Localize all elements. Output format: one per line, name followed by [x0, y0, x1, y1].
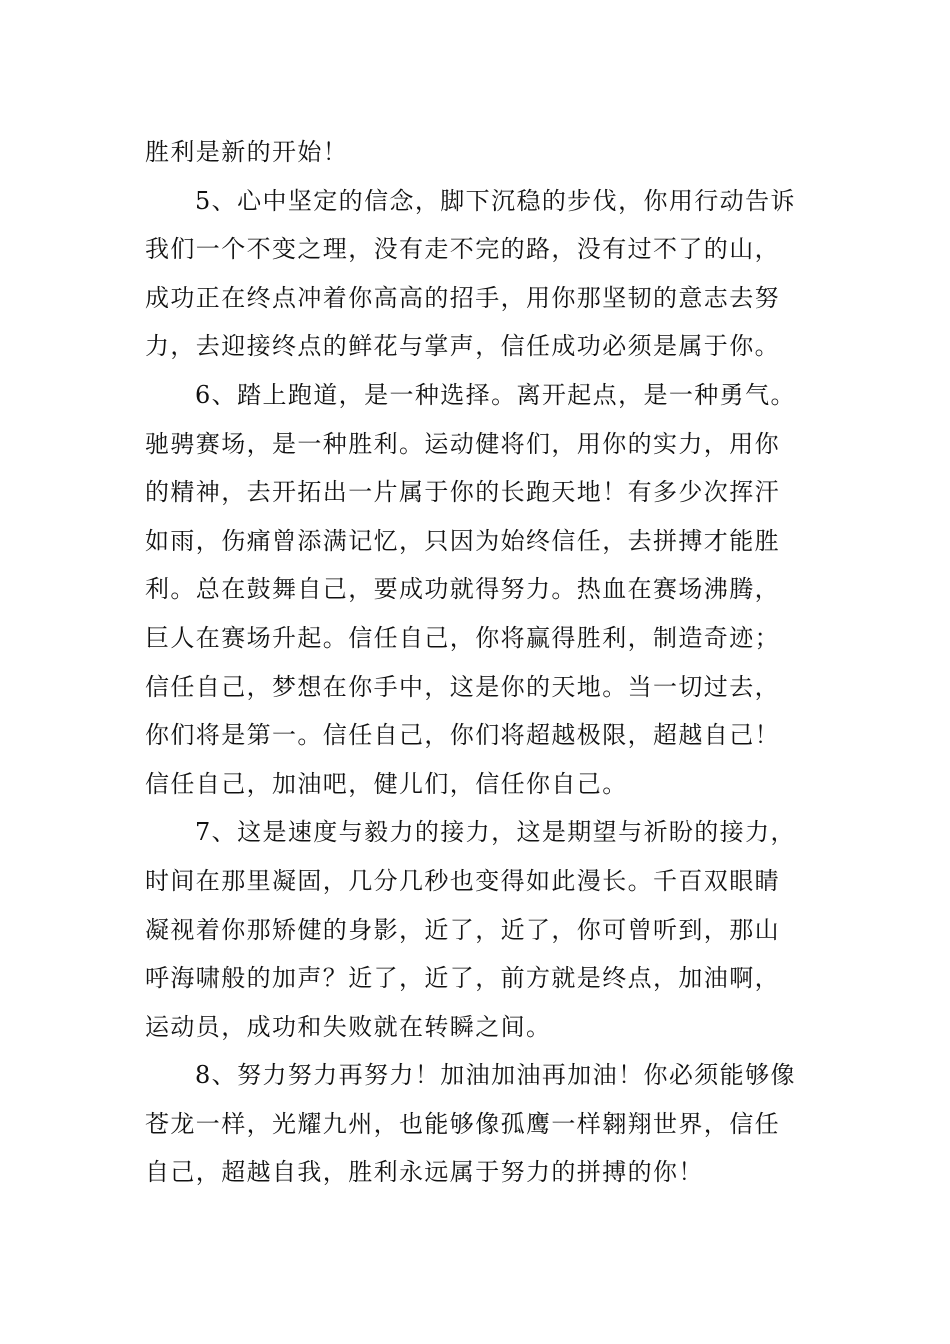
text-line: 时间在那里凝固，几分几秒也变得如此漫长。千百双眼睛	[145, 866, 780, 895]
text-line: 呼海啸般的加声？近了，近了，前方就是终点，加油啊，	[145, 964, 780, 993]
paragraph-7-start: 7、这是速度与毅力的接力，这是期望与祈盼的接力，	[195, 818, 796, 847]
document-body	[145, 128, 809, 1197]
text-line: 你们将是第一。信任自己，你们将超越极限，超越自己！	[145, 721, 780, 750]
text-line: 自己，超越自我，胜利永远属于努力的拼搏的你！	[145, 1158, 704, 1187]
paragraph-5-start: 5、心中坚定的信念，脚下沉稳的步伐，你用行动告诉	[195, 186, 796, 215]
text-line: 苍龙一样，光耀九州，也能够像孤鹰一样翱翔世界，信任	[145, 1109, 780, 1138]
text-line: 我们一个不变之理，没有走不完的路，没有过不了的山，	[145, 235, 780, 264]
text-line: 信任自己，梦想在你手中，这是你的天地。当一切过去，	[145, 672, 780, 701]
text-line: 利。总在鼓舞自己，要成功就得努力。热血在赛场沸腾，	[145, 575, 780, 604]
paragraph-6-start: 6、踏上跑道，是一种选择。离开起点，是一种勇气。	[195, 380, 796, 409]
text-line: 力，去迎接终点的鲜花与掌声，信任成功必须是属于你。	[145, 332, 780, 361]
text-line: 如雨，伤痛曾添满记忆，只因为始终信任，去拼搏才能胜	[145, 526, 780, 555]
text-line: 巨人在赛场升起。信任自己，你将赢得胜利，制造奇迹；	[145, 623, 780, 652]
paragraph-8-start: 8、努力努力再努力！加油加油再加油！你必须能够像	[195, 1061, 796, 1090]
text-line: 凝视着你那矫健的身影，近了，近了，你可曾听到，那山	[145, 915, 780, 944]
text-line: 成功正在终点冲着你高高的招手，用你那坚韧的意志去努	[145, 283, 780, 312]
text-line: 驰骋赛场，是一种胜利。运动健将们，用你的实力，用你	[145, 429, 780, 458]
text-line: 运动员，成功和失败就在转瞬之间。	[145, 1012, 552, 1041]
text-line: 的精神，去开拓出一片属于你的长跑天地！有多少次挥汗	[145, 478, 780, 507]
text-line: 胜利是新的开始！	[145, 138, 349, 166]
text-line: 信任自己，加油吧，健儿们，信任你自己。	[145, 769, 628, 798]
